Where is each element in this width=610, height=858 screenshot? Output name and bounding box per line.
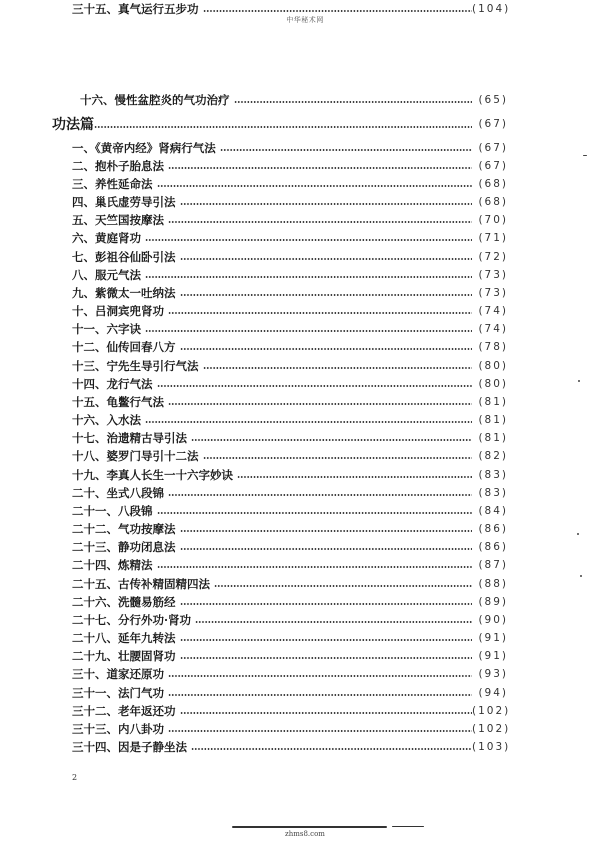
dot-leader: [234, 101, 473, 103]
toc-entry: [72, 375, 508, 393]
toc-entry: [72, 466, 508, 484]
toc-entry: [72, 0, 511, 18]
dot-leader: [191, 439, 472, 441]
toc-entry-page: (81): [478, 432, 508, 444]
toc-entry: [72, 139, 508, 157]
dot-leader: [168, 694, 472, 696]
toc-entry: [72, 629, 508, 647]
toc-entry-page: (102): [472, 705, 511, 717]
dot-leader: [180, 530, 473, 532]
toc-entry-page: (80): [478, 360, 508, 372]
toc-entry: [72, 157, 508, 175]
dot-leader: [220, 149, 472, 151]
dot-leader: [214, 585, 472, 587]
dot-leader: [168, 403, 472, 405]
toc-entry: [72, 284, 508, 302]
toc-entry-page: (89): [478, 596, 508, 608]
toc-entry: [72, 520, 508, 538]
toc-entry: [72, 248, 508, 266]
dot-leader: [203, 367, 473, 369]
toc-entry-page: (73): [478, 287, 508, 299]
toc-entry-page: (93): [478, 668, 508, 680]
dot-leader: [180, 603, 473, 605]
toc-entry-page: (81): [478, 414, 508, 426]
dot-leader: [180, 639, 473, 641]
toc-entry: [72, 302, 508, 320]
toc-entry-title: 八、服元气法: [72, 268, 141, 282]
toc-entry-title: 二十八、延年九转法: [72, 631, 176, 645]
toc-entry-title: 十五、龟鳖行气法: [72, 395, 164, 409]
toc-entry: [72, 447, 508, 465]
toc-entry: [72, 429, 508, 447]
toc-entry-title: 三十四、因是子静坐法: [72, 740, 187, 754]
toc-entry: [72, 575, 508, 593]
toc-entry-page: (91): [478, 650, 508, 662]
toc-entry-title: 六、黄庭肾功: [72, 231, 141, 245]
dot-leader: [180, 548, 473, 550]
toc-entry: [72, 538, 508, 556]
toc-entry-page: (68): [478, 196, 508, 208]
toc-entry-title: 一、《黄帝内经》肾病行气法: [72, 141, 216, 155]
dot-leader: [168, 221, 472, 223]
toc-entry-page: (71): [478, 232, 508, 244]
toc-entry-page: (74): [478, 323, 508, 335]
toc-entry: [72, 720, 511, 738]
toc-entry-title: 二十四、炼精法: [72, 558, 153, 572]
toc-entry: [72, 702, 511, 720]
toc-entry: [72, 647, 508, 665]
toc-entry-page: (90): [478, 614, 508, 626]
dot-leader: [180, 258, 473, 260]
toc-entry-title: 十二、仙传回春八方: [72, 340, 176, 354]
dot-leader: [168, 675, 472, 677]
toc-entry-page: (88): [478, 578, 508, 590]
toc-entry-page: (87): [478, 559, 508, 571]
toc-entry-title: 十四、龙行气法: [72, 377, 153, 391]
scan-speck: [583, 155, 587, 156]
dot-leader: [203, 10, 473, 12]
toc-entry-title: 七、彭祖谷仙卧引法: [72, 250, 176, 264]
dot-leader: [195, 621, 472, 623]
toc-entry-title: 二、抱朴子胎息法: [72, 159, 164, 173]
dot-leader: [145, 276, 472, 278]
dot-leader: [168, 494, 472, 496]
toc-entry-title: 三十二、老年返还功: [72, 704, 176, 718]
toc-entry-page: (81): [478, 396, 508, 408]
toc-entry-title: 二十二、气功按摩法: [72, 522, 176, 536]
toc-entry: [72, 611, 508, 629]
toc-entry-title: 三十三、内八卦功: [72, 722, 164, 736]
page-number: 2: [72, 773, 78, 782]
toc-entry: [72, 556, 508, 574]
dot-leader: [168, 730, 472, 732]
toc-entry-page: (102): [472, 723, 511, 735]
toc-entry-page: (78): [478, 341, 508, 353]
toc-entry-page: (86): [478, 523, 508, 535]
toc-entry-page: (94): [478, 687, 508, 699]
toc-entry-title: 二十三、静功闭息法: [72, 540, 176, 554]
toc-entry-page: (70): [478, 214, 508, 226]
dot-leader: [145, 239, 472, 241]
dot-leader: [180, 657, 473, 659]
toc-entry-title: 十七、治遗精古导引法: [72, 431, 187, 445]
toc-entry-title: 三十五、真气运行五步功: [72, 2, 199, 16]
toc-entry-title: 二十一、八段锦: [72, 504, 153, 518]
toc-entry: [72, 738, 511, 756]
toc-entry-page: (86): [478, 541, 508, 553]
toc-entry-title: 二十六、洗髓易筋经: [72, 595, 176, 609]
toc-entry-title: 九、紫微太一吐纳法: [72, 286, 176, 300]
toc-entry: [72, 502, 508, 520]
toc-entry-page: (80): [478, 378, 508, 390]
toc-entry-page: (84): [478, 505, 508, 517]
dot-leader: [168, 167, 472, 169]
toc-entry: [72, 266, 508, 284]
toc-entry-title: 十六、入水法: [72, 413, 141, 427]
dot-leader: [237, 476, 472, 478]
footer-watermark: zhms8.com: [285, 830, 325, 838]
toc-entry: [72, 320, 508, 338]
toc-entry: [72, 175, 508, 193]
dot-leader: [145, 330, 472, 332]
toc-entry-title: 二十七、分行外功·肾功: [72, 613, 192, 627]
toc-entry-title: 十九、李真人长生一十六字妙诀: [72, 468, 233, 482]
toc-entry-title: 十六、慢性盆腔炎的气功治疗: [80, 93, 230, 107]
toc-entry-page: (65): [478, 94, 508, 106]
toc-entry: [72, 229, 508, 247]
dot-leader: [180, 294, 473, 296]
toc-entry: [72, 665, 508, 683]
toc-entry-page: (104): [472, 3, 511, 15]
toc-section-heading: [52, 115, 508, 133]
dot-leader: [157, 385, 473, 387]
dot-leader: [168, 312, 472, 314]
toc-entry-page: (83): [478, 469, 508, 481]
toc-entry: [72, 593, 508, 611]
toc-entry-title: 三十、道家还原功: [72, 667, 164, 681]
toc-entry-page: (68): [478, 178, 508, 190]
toc-entry: [72, 357, 508, 375]
toc-entry: [72, 684, 508, 702]
dot-leader: [180, 712, 473, 714]
toc-entry-page: (67): [478, 142, 508, 154]
toc-entry: [80, 91, 508, 109]
toc-entry: [72, 393, 508, 411]
dot-leader: [157, 566, 473, 568]
toc-entry: [72, 484, 508, 502]
dot-leader: [180, 348, 473, 350]
toc-entry-title: 功法篇: [52, 117, 94, 133]
toc-entry-page: (82): [478, 450, 508, 462]
scan-artifact-line: [232, 826, 387, 828]
toc-entry-title: 三、养性延命法: [72, 177, 153, 191]
dot-leader: [203, 457, 473, 459]
toc-entry-title: 四、巢氏虚劳导引法: [72, 195, 176, 209]
toc-entry-page: (91): [478, 632, 508, 644]
scan-artifact-line: [392, 826, 424, 827]
dot-leader: [157, 185, 473, 187]
toc-entry-title: 十三、宁先生导引行气法: [72, 359, 199, 373]
scan-speck: [578, 380, 580, 382]
dot-leader: [94, 126, 472, 128]
toc-entry-title: 三十一、法门气功: [72, 686, 164, 700]
toc-entry-title: 二十、坐式八段锦: [72, 486, 164, 500]
toc-entry-page: (73): [478, 269, 508, 281]
scan-speck: [577, 533, 579, 535]
toc-entry-title: 十一、六字诀: [72, 322, 141, 336]
toc-entry-title: 五、天竺国按摩法: [72, 213, 164, 227]
dot-leader: [157, 512, 473, 514]
toc-entry-page: (67): [478, 160, 508, 172]
toc-entry-page: (72): [478, 251, 508, 263]
toc-entry-page: (83): [478, 487, 508, 499]
toc-entry-page: (67): [478, 118, 508, 130]
toc-entry-title: 十、吕洞宾兜肾功: [72, 304, 164, 318]
toc-entry: [72, 411, 508, 429]
toc-entry-page: (74): [478, 305, 508, 317]
dot-leader: [180, 203, 473, 205]
scan-speck: [580, 575, 582, 577]
dot-leader: [145, 421, 472, 423]
dot-leader: [191, 748, 472, 750]
toc-entry-page: (103): [472, 741, 511, 753]
toc-entry-title: 十八、婆罗门导引十二法: [72, 449, 199, 463]
toc-entry-title: 二十五、古传补精固精四法: [72, 577, 210, 591]
header-watermark: 中华秘术网: [286, 16, 324, 24]
toc-entry: [72, 193, 508, 211]
toc-entry: [72, 211, 508, 229]
toc-entry-title: 二十九、壮腰固肾功: [72, 649, 176, 663]
toc-entry: [72, 338, 508, 356]
